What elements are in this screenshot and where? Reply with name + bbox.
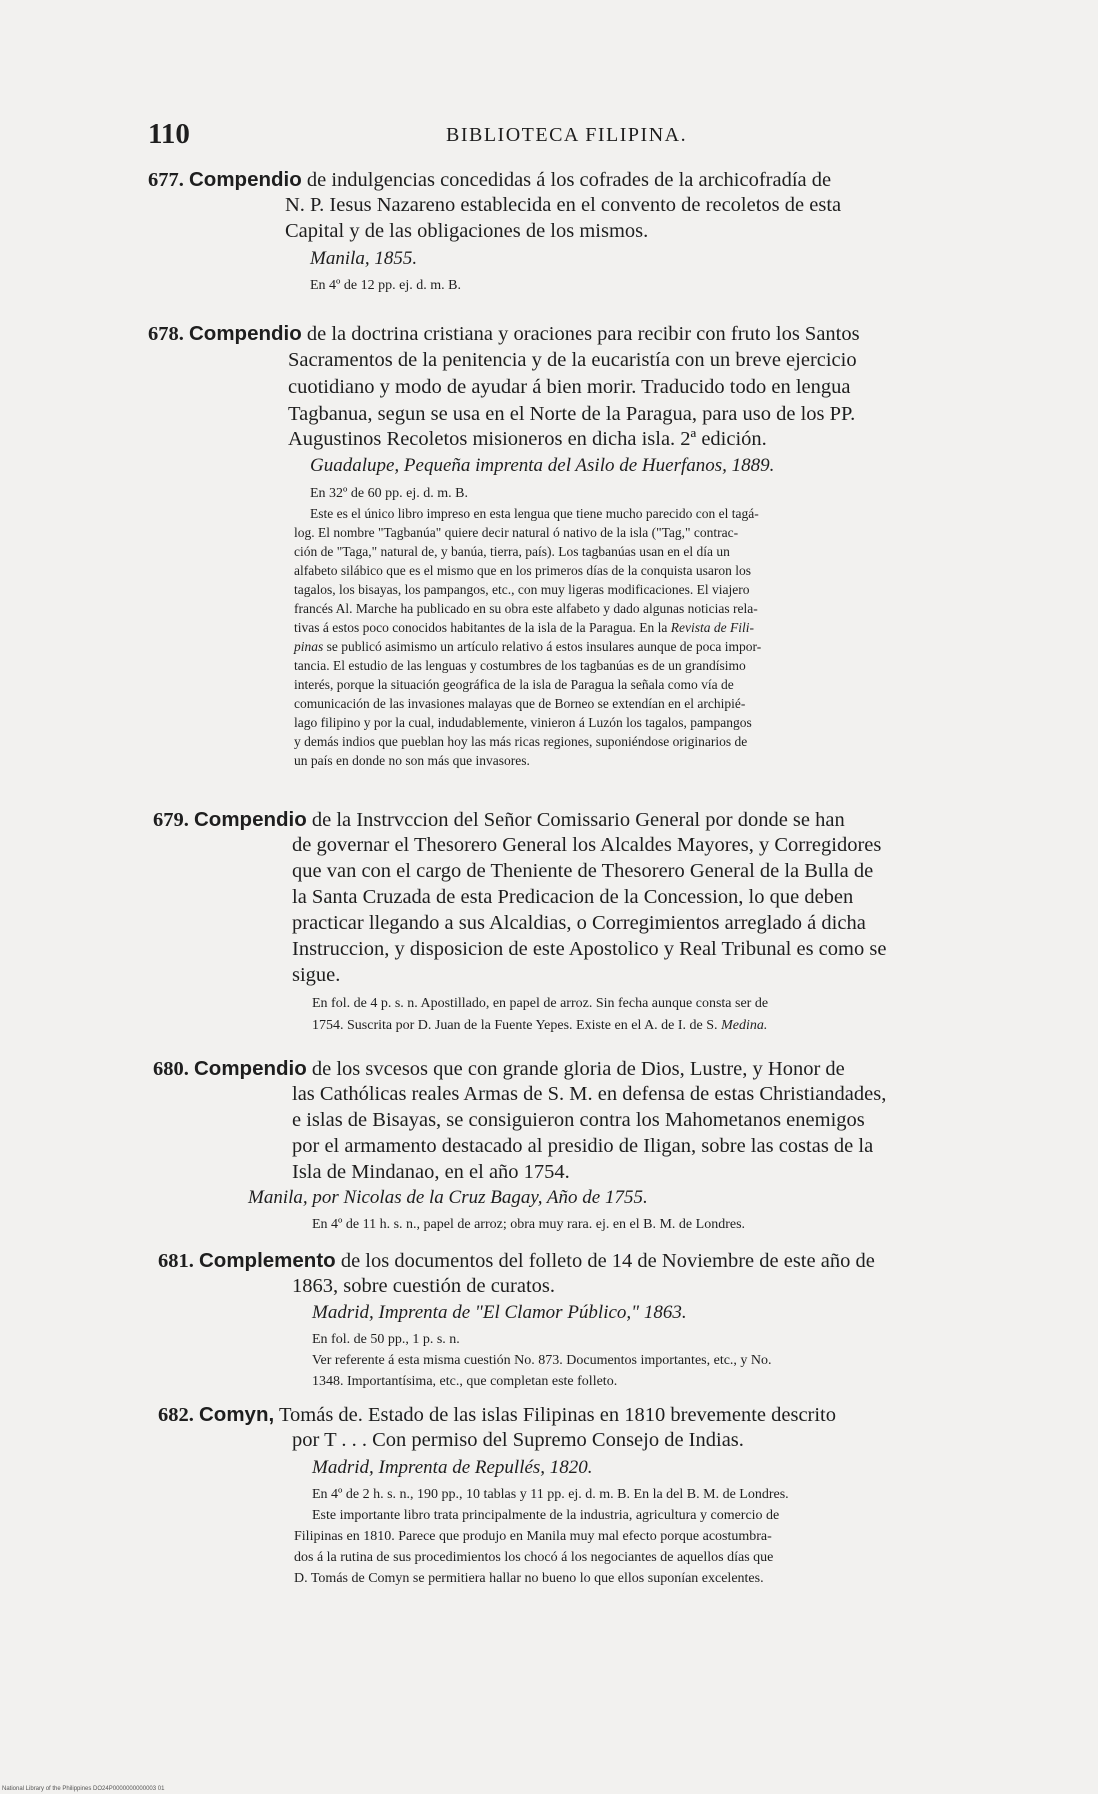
- details: dos á la rutina de sus procedimientos los chocó á los negociantes de aquellos días que: [294, 1550, 774, 1565]
- entry-text: de los documentos del folleto de 14 de Noviembre de este año de: [335, 1250, 875, 1272]
- details-text: 1754. Suscrita por D. Juan de la Fuente Yepes. Existe en el A. de I. de S.: [312, 1018, 722, 1033]
- entry-text: de los svcesos que con grande gloria de Dios, Lustre, y Honor de: [306, 1058, 845, 1080]
- journal-title: pinas: [294, 639, 324, 654]
- entry-text: de indulgencias concedidas á los cofrades de la archicofradía de: [301, 169, 832, 191]
- entry-text: Tomás de. Estado de las islas Filipinas en 1810 brevemente descrito: [274, 1404, 837, 1426]
- details: Ver referente á esta misma cuestión No. 873. Documentos importantes, etc., y No.: [312, 1353, 772, 1368]
- note-line: comunicación de las invasiones malayas que de Borneo se extendían en el archipié-: [294, 696, 746, 711]
- details: En 4º de 2 h. s. n., 190 pp., 10 tablas y 11 pp. ej. d. m. B. En la del B. M. de Londres.: [312, 1487, 789, 1502]
- imprint: Guadalupe, Pequeña imprenta del Asilo de Huerfanos, 1889.: [310, 455, 775, 476]
- entry-first-line: [148, 168, 831, 192]
- entry-line: Isla de Mindanao, en el año 1754.: [292, 1161, 570, 1183]
- entry-line: cuotidiano y modo de ayudar á bien morir. Traducido todo en lengua: [288, 376, 851, 398]
- entry-line: por T . . . Con permiso del Supremo Consejo de Indias.: [292, 1429, 744, 1451]
- note-line: y demás indios que pueblan hoy las más ricas regiones, suponiéndose originarios de: [294, 734, 748, 749]
- entry-line: 1863, sobre cuestión de curatos.: [292, 1275, 556, 1297]
- entry-line: que van con el cargo de Theniente de Thesorero General de la Bulla de: [292, 860, 874, 882]
- entry-line: practicar llegando a sus Alcaldias, o Corregimientos arreglado á dicha: [292, 912, 866, 934]
- details: En 4º de 11 h. s. n., papel de arroz; obra muy rara. ej. en el B. M. de Londres.: [312, 1217, 746, 1232]
- entry-line: sigue.: [292, 964, 341, 986]
- entry-line: Instruccion, y disposicion de este Apostolico y Real Tribunal es como se: [292, 938, 887, 960]
- entry-first-line: [148, 322, 860, 346]
- entry-keyword: Compendio: [189, 322, 302, 345]
- entry-keyword: Complemento: [199, 1249, 336, 1272]
- entry-text: de la Instrvccion del Señor Comissario General por donde se han: [306, 809, 845, 831]
- note-line: [294, 620, 754, 636]
- entry-text: de la doctrina cristiana y oraciones para recibir con fruto los Santos: [301, 323, 860, 345]
- entry-number: 678.: [148, 323, 184, 345]
- details: Filipinas en 1810. Parece que produjo en Manila muy mal efecto porque acostumbra-: [294, 1529, 772, 1544]
- note-line: tagalos, los bisayas, los pampangos, etc., con muy ligeras modificaciones. El viajero: [294, 582, 750, 597]
- note-line: log. El nombre "Tagbanúa" quiere decir natural ó nativo de la isla ("Tag," contrac-: [294, 525, 739, 540]
- imprint: Madrid, Imprenta de "El Clamor Público," 1863.: [312, 1302, 687, 1323]
- note-line: Este es el único libro impreso en esta lengua que tiene mucho parecido con el tagá-: [310, 506, 759, 521]
- details: [312, 1018, 767, 1034]
- note-line: alfabeto silábico que es el mismo que en los primeros días de la conquista usaron los: [294, 563, 752, 578]
- journal-title: Revista de Fili-: [670, 620, 754, 635]
- note-line: [294, 639, 761, 655]
- note-line: tancia. El estudio de las lenguas y costumbres de los tagbanúas es de un grandísimo: [294, 658, 746, 673]
- entry-line: de governar el Thesorero General los Alcaldes Mayores, y Corregidores: [292, 834, 882, 856]
- details: D. Tomás de Comyn se permitiera hallar no bueno lo que ellos suponían excelentes.: [294, 1571, 764, 1586]
- note-line: interés, porque la situación geográfica de la isla de Paragua la señala como vía de: [294, 677, 734, 692]
- details: Este importante libro trata principalmente de la industria, agricultura y comercio de: [312, 1508, 780, 1523]
- scan-credit: National Library of the Philippines DO24P0000000000003 01: [2, 1786, 165, 1792]
- imprint: Madrid, Imprenta de Repullés, 1820.: [312, 1457, 593, 1478]
- details: En fol. de 4 p. s. n. Apostillado, en papel de arroz. Sin fecha aunque consta ser de: [312, 996, 769, 1011]
- entry-line: Capital y de las obligaciones de los mismos.: [285, 220, 649, 242]
- entry-number: 679.: [153, 809, 189, 831]
- details: 1348. Importantísima, etc., que completan este folleto.: [312, 1374, 618, 1389]
- entry-line: N. P. Iesus Nazareno establecida en el convento de recoletos de esta: [285, 194, 842, 216]
- note-text: tivas á estos poco conocidos habitantes de la isla de la Paragua. En la: [294, 620, 671, 635]
- note-line: francés Al. Marche ha publicado en su obra este alfabeto y dado algunas noticias rela-: [294, 601, 758, 616]
- entry-keyword: Compendio: [189, 168, 302, 191]
- imprint: Manila, 1855.: [310, 248, 418, 269]
- details: En fol. de 50 pp., 1 p. s. n.: [312, 1332, 460, 1347]
- details: En 4º de 12 pp. ej. d. m. B.: [310, 278, 461, 293]
- entry-line: e islas de Bisayas, se consiguieron contra los Mahometanos enemigos: [292, 1109, 865, 1131]
- entry-first-line: [153, 808, 845, 832]
- imprint: Manila, por Nicolas de la Cruz Bagay, Año de 1755.: [248, 1187, 648, 1208]
- entry-keyword: Compendio: [194, 1057, 307, 1080]
- entry-first-line: [158, 1403, 836, 1427]
- entry-line: Sacramentos de la penitencia y de la eucaristía con un breve ejercicio: [288, 349, 857, 371]
- entry-number: 680.: [153, 1058, 189, 1080]
- entry-number: 681.: [158, 1250, 194, 1272]
- entry-keyword: Compendio: [194, 808, 307, 831]
- entry-keyword: Comyn,: [199, 1403, 275, 1426]
- page-number: 110: [148, 118, 190, 150]
- entry-first-line: [158, 1249, 875, 1273]
- entry-number: 682.: [158, 1404, 194, 1426]
- note-line: ción de "Taga," natural de, y banúa, tierra, país). Los tagbanúas usan en el día un: [294, 544, 730, 559]
- running-title: BIBLIOTECA FILIPINA.: [446, 124, 688, 146]
- page-header: [148, 118, 1028, 158]
- author-name: Medina.: [721, 1018, 768, 1033]
- entry-line: por el armamento destacado al presidio de Iligan, sobre las costas de la: [292, 1135, 874, 1157]
- note-line: un país en donde no son más que invasores.: [294, 753, 530, 768]
- entry-first-line: [153, 1057, 845, 1081]
- note-line: lago filipino y por la cual, indudablemente, vinieron á Luzón los tagalos, pampangos: [294, 715, 752, 730]
- entry-line: las Cathólicas reales Armas de S. M. en defensa de estas Christiandades,: [292, 1083, 887, 1105]
- details: En 32º de 60 pp. ej. d. m. B.: [310, 486, 468, 501]
- note-text: se publicó asimismo un artículo relativo á estos insulares aunque de poca impor-: [323, 639, 762, 654]
- entry-number: 677.: [148, 169, 184, 191]
- entry-line: Tagbanua, segun se usa en el Norte de la Paragua, para uso de los PP.: [288, 403, 856, 425]
- entry-line: Augustinos Recoletos misioneros en dicha isla. 2ª edición.: [288, 428, 767, 450]
- entry-line: la Santa Cruzada de esta Predicacion de la Concession, lo que deben: [292, 886, 854, 908]
